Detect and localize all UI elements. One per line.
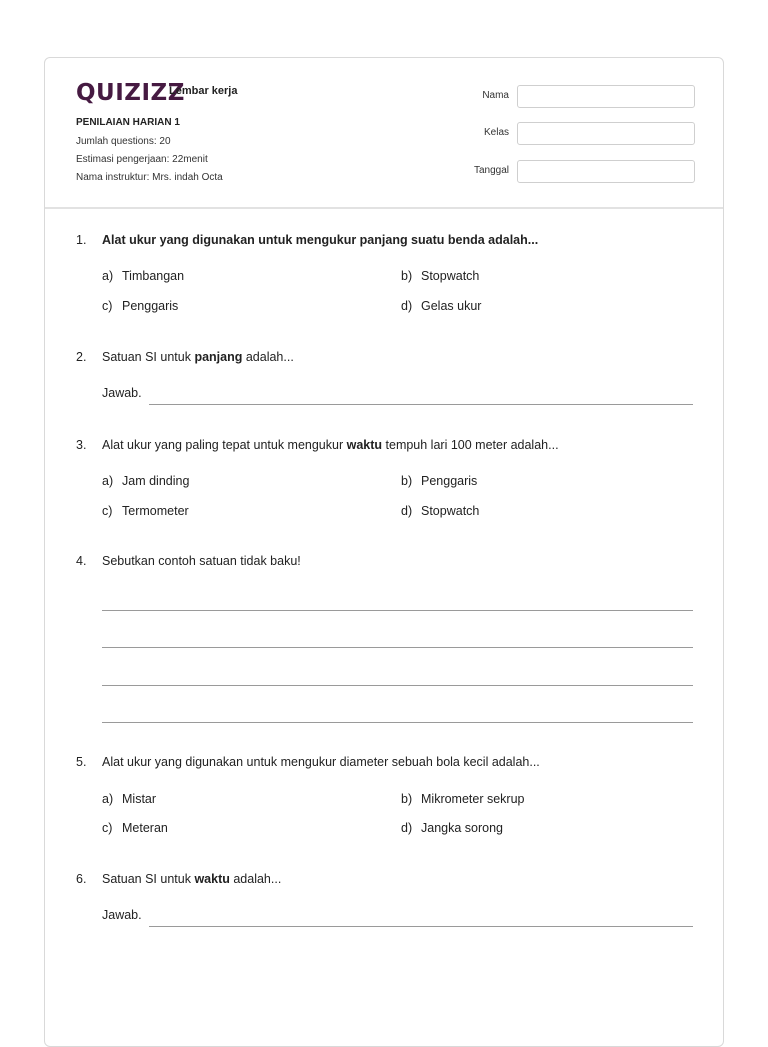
option-b[interactable]: b) Mikrometer sekrup	[401, 792, 525, 806]
answer-line[interactable]	[149, 404, 693, 405]
option-b[interactable]: b) Penggaris	[401, 474, 478, 488]
option-c[interactable]: c) Termometer	[102, 504, 189, 518]
name-label: Nama	[482, 90, 509, 101]
worksheet	[44, 57, 724, 1047]
date-field[interactable]	[517, 160, 695, 183]
answer-line[interactable]	[102, 685, 693, 686]
answer-label: Jawab.	[102, 908, 142, 922]
option-c[interactable]: c) Penggaris	[102, 299, 179, 313]
worksheet-label: Lembar kerja	[169, 85, 238, 97]
answer-line[interactable]	[102, 647, 693, 648]
estimated-duration: Estimasi pengerjaan: 22menit	[76, 154, 208, 165]
class-label: Kelas	[483, 127, 509, 138]
question-number: 5.	[76, 755, 87, 769]
answer-line[interactable]	[102, 610, 693, 611]
option-c[interactable]: c) Meteran	[102, 821, 168, 835]
option-d[interactable]: d) Gelas ukur	[401, 299, 482, 313]
questions-count: Jumlah questions: 20	[76, 136, 171, 147]
date-label: Tanggal	[473, 165, 509, 176]
worksheet-header	[45, 58, 723, 209]
question-text: Alat ukur yang paling tepat untuk mengukur waktu tempuh lari 100 meter adalah...	[102, 438, 559, 452]
question-text: Satuan SI untuk panjang adalah...	[102, 350, 294, 364]
option-a[interactable]: a) Jam dinding	[102, 474, 190, 488]
instructor-name: Nama instruktur: Mrs. indah Octa	[76, 172, 223, 183]
option-a[interactable]: a) Timbangan	[102, 269, 185, 283]
question-text: Alat ukur yang digunakan untuk mengukur diameter sebuah bola kecil adalah...	[102, 755, 540, 769]
answer-line[interactable]	[149, 926, 693, 927]
question-text: Sebutkan contoh satuan tidak baku!	[102, 554, 301, 568]
option-d[interactable]: d) Stopwatch	[401, 504, 480, 518]
option-b[interactable]: b) Stopwatch	[401, 269, 480, 283]
worksheet-title: PENILAIAN HARIAN 1	[76, 117, 180, 128]
answer-label: Jawab.	[102, 386, 142, 400]
class-field[interactable]	[517, 122, 695, 145]
question-number: 4.	[76, 554, 87, 568]
question-number: 2.	[76, 350, 87, 364]
option-d[interactable]: d) Jangka sorong	[401, 821, 504, 835]
question-number: 6.	[76, 872, 87, 886]
question-number: 1.	[76, 233, 87, 247]
question-text: Satuan SI untuk waktu adalah...	[102, 872, 282, 886]
option-a[interactable]: a) Mistar	[102, 792, 157, 806]
question-number: 3.	[76, 438, 87, 452]
name-field[interactable]	[517, 85, 695, 108]
answer-line[interactable]	[102, 722, 693, 723]
question-text: Alat ukur yang digunakan untuk mengukur panjang suatu benda adalah...	[102, 233, 539, 247]
quizizz-logo: QUIZIZZ	[76, 80, 185, 106]
